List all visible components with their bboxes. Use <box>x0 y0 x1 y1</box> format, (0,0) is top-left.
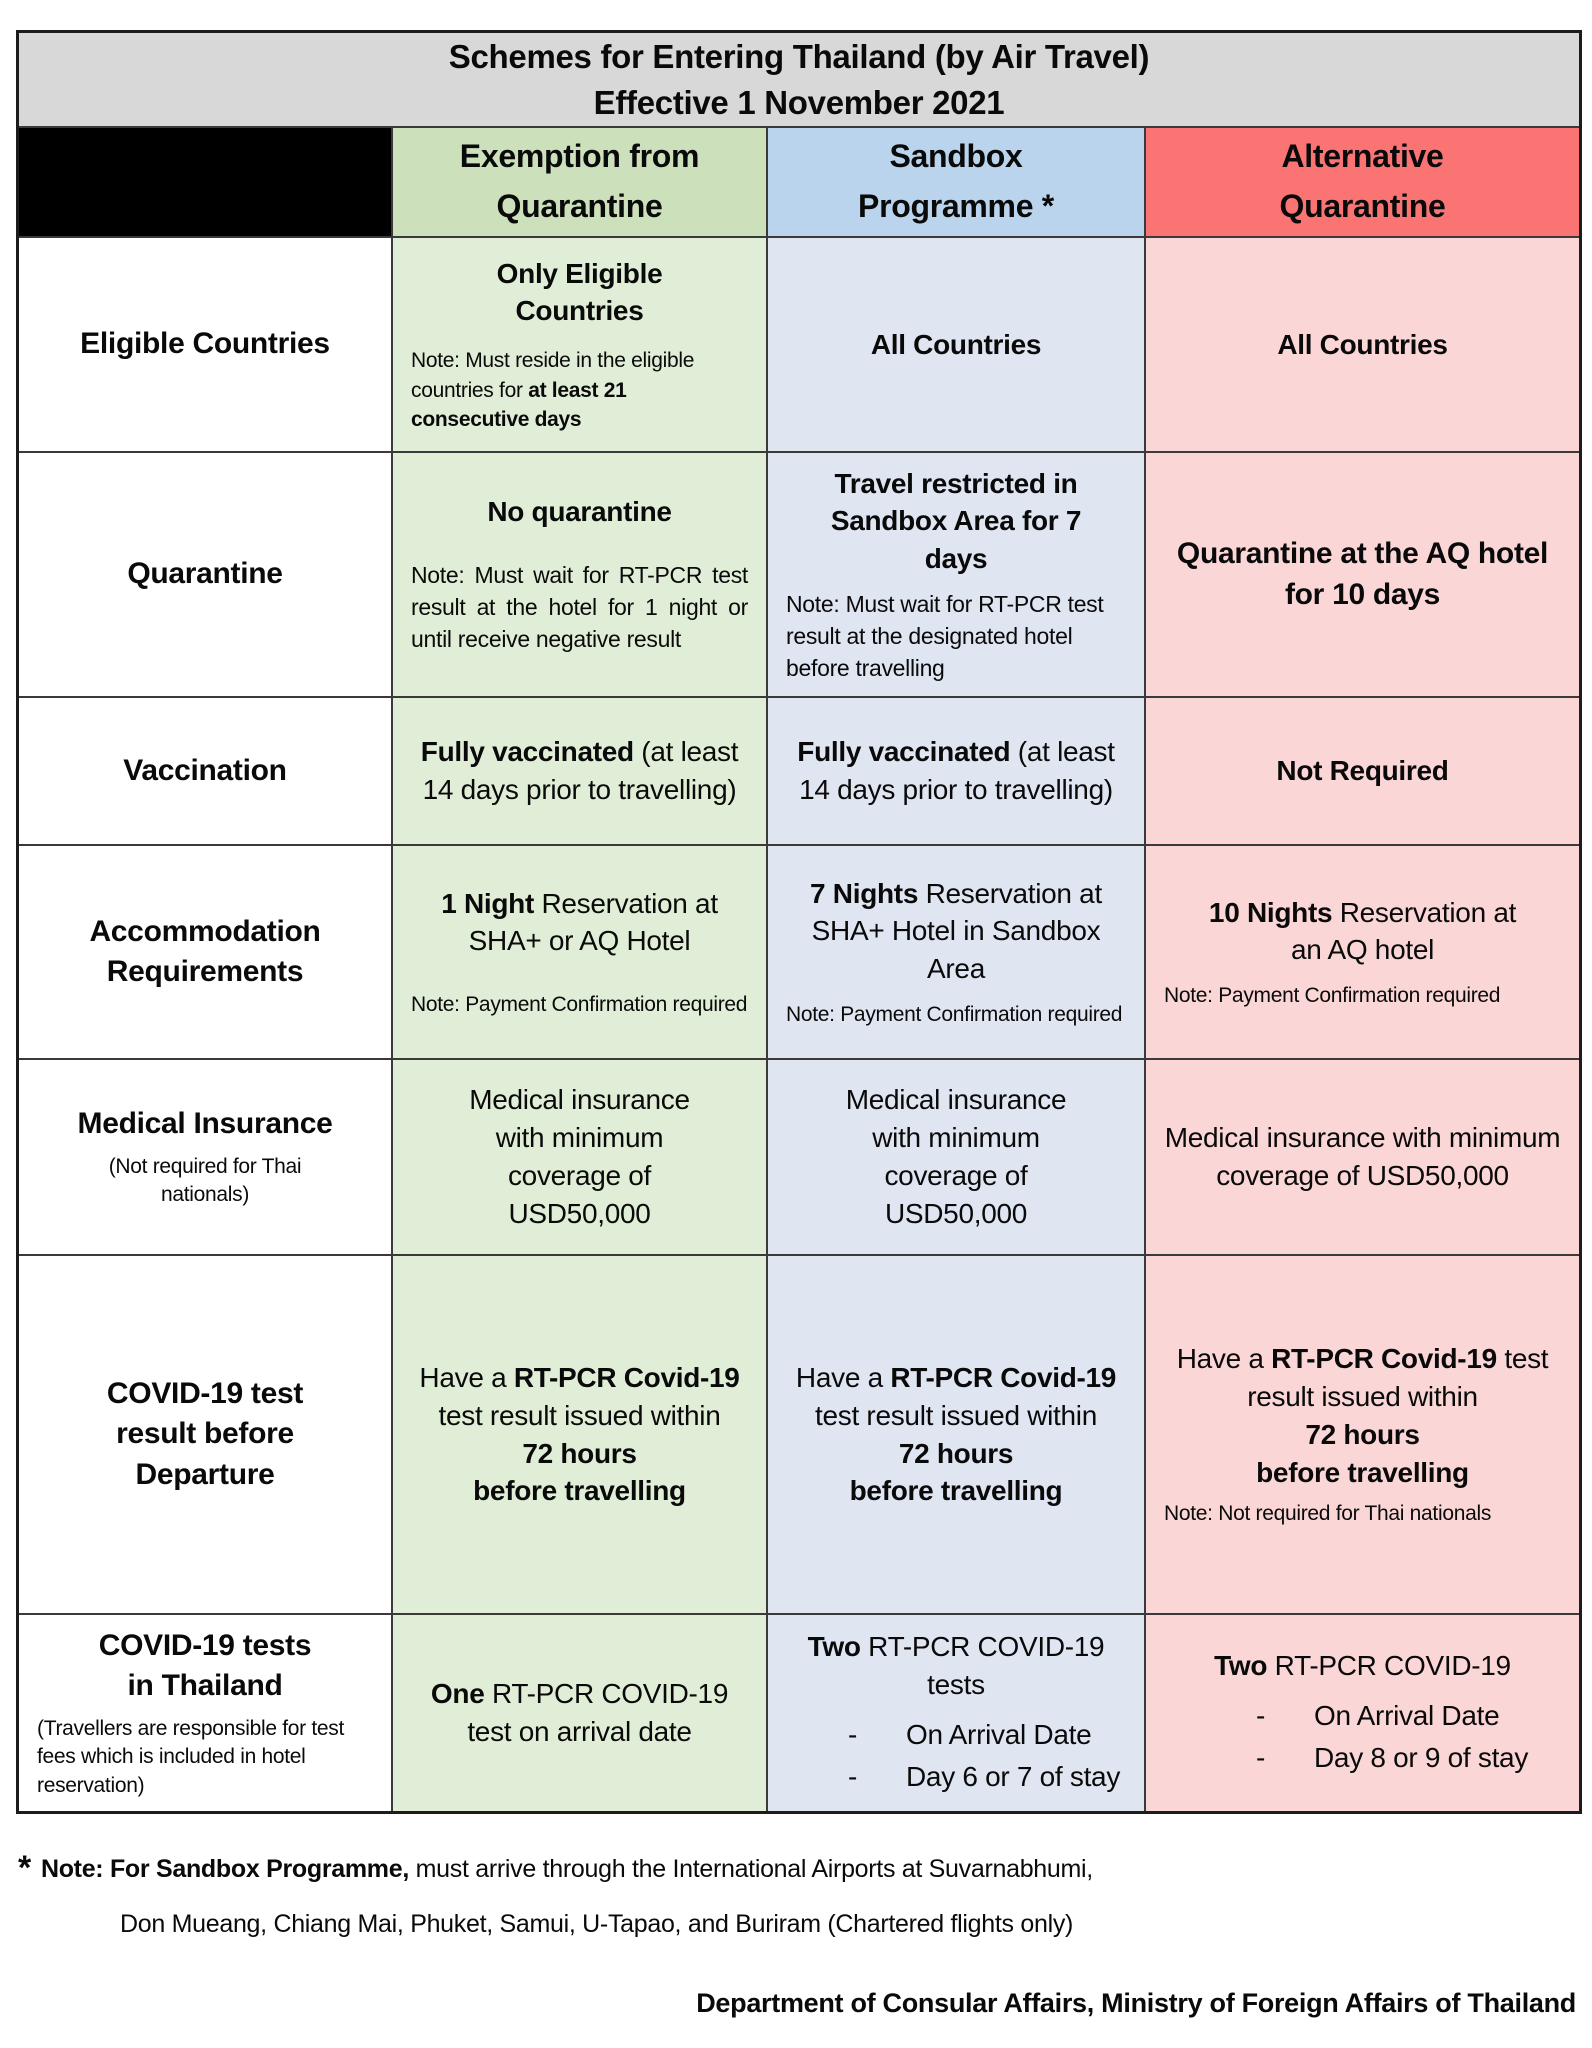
bullet-dash: - <box>1256 1699 1266 1731</box>
cell-main-text <box>786 733 1126 809</box>
main-bold-3: before travelling <box>1256 1456 1469 1488</box>
row-label-accommodation <box>19 846 393 1060</box>
cell-tests-sandbox <box>768 1615 1146 1811</box>
main-bold-1: RT-PCR Covid-19 <box>1271 1343 1497 1375</box>
cell-test-before-aq <box>1146 1256 1579 1615</box>
cell-vaccination-sandbox <box>768 698 1146 846</box>
cell-eligible-aq <box>1146 238 1579 453</box>
column-header-exemption-line1: Exemption from <box>459 138 700 175</box>
title-line-1: Schemes for Entering Thailand (by Air Travel) <box>448 37 1150 75</box>
asterisk-mark: * <box>18 1849 31 1887</box>
main-bold: 1 Night <box>441 887 534 919</box>
main-bold: One <box>430 1678 485 1710</box>
bullet-dash: - <box>1256 1741 1266 1773</box>
row-label-text: Vaccination <box>123 753 287 787</box>
row-label-text: COVID-19 tests in Thailand <box>98 1628 312 1703</box>
main-mid: test result issued within <box>1247 1343 1549 1412</box>
main-bold: Two <box>1214 1650 1268 1682</box>
cell-note: Note: Must wait for RT-PCR test result at the hotel for 1 night or until receive negative result <box>411 562 748 653</box>
column-header-aq-line2: Quarantine <box>1279 188 1446 224</box>
row-label-subtext: (Not required for Thai nationals) <box>108 1154 302 1207</box>
cell-vaccination-exemption <box>393 698 768 846</box>
cell-note: Note: Not required for Thai nationals <box>1164 1502 1492 1526</box>
cell-accommodation-aq <box>1146 846 1579 1060</box>
cell-note <box>411 346 748 434</box>
main-mid: test result issued within <box>815 1399 1097 1431</box>
cell-main-text <box>411 733 748 809</box>
main-bold-2: 72 hours <box>898 1437 1014 1469</box>
cell-vaccination-aq <box>1146 698 1579 846</box>
row-label-text: Quarantine <box>127 557 283 591</box>
main-bold: Two <box>807 1631 861 1663</box>
main-rest: Reservation at an AQ hotel <box>1290 896 1517 966</box>
cell-accommodation-sandbox <box>768 846 1146 1060</box>
column-header-sandbox <box>768 128 1146 238</box>
main-bold: 10 Nights <box>1208 896 1333 928</box>
bullet-text: Day 8 or 9 of stay <box>1314 1741 1529 1773</box>
cell-test-before-sandbox <box>768 1256 1146 1615</box>
row-label-text: COVID-19 test result before Departure <box>106 1376 304 1491</box>
cell-main-text: Not Required <box>1276 755 1449 787</box>
bullet-item <box>786 1756 1126 1798</box>
cell-note: Note: Payment Confirmation required <box>786 1003 1123 1026</box>
column-header-exemption-line2: Quarantine <box>496 188 663 224</box>
main-bold: Fully vaccinated <box>420 736 634 768</box>
bullet-list <box>1164 1695 1561 1779</box>
row-label-tests-in-thailand <box>19 1615 393 1811</box>
sandbox-footnote <box>18 1846 1418 1941</box>
cell-main-text <box>411 885 748 961</box>
note-bold: at least 21 consecutive days <box>411 378 627 431</box>
cell-note: Note: Payment Confirmation required <box>1164 984 1501 1008</box>
cell-main-text <box>786 1359 1126 1510</box>
bullet-dash: - <box>848 1760 858 1792</box>
main-rest: RT-PCR COVID-19 tests <box>860 1631 1105 1700</box>
bullet-dash: - <box>848 1718 858 1750</box>
cell-quarantine-sandbox <box>768 453 1146 698</box>
main-rest: Reservation at SHA+ or AQ Hotel <box>468 887 718 957</box>
bullet-list <box>786 1714 1126 1798</box>
cell-main-text <box>1208 894 1518 970</box>
table-title <box>19 33 1579 128</box>
main-rest: Reservation at SHA+ Hotel in Sandbox Area <box>811 877 1102 985</box>
column-header-sandbox-line2: Programme * <box>858 188 1054 224</box>
main-pre: Have a <box>1176 1343 1272 1375</box>
cell-main-text: All Countries <box>870 328 1042 360</box>
main-bold-1: RT-PCR Covid-19 <box>513 1361 740 1393</box>
main-bold: 7 Nights <box>810 877 919 909</box>
column-header-aq-line1: Alternative <box>1281 138 1444 175</box>
main-rest: RT-PCR COVID-19 test on arrival date <box>467 1678 729 1747</box>
main-bold-1: RT-PCR Covid-19 <box>890 1361 1117 1393</box>
column-header-exemption <box>393 128 768 238</box>
main-bold-2: 72 hours <box>522 1437 637 1469</box>
cell-test-before-exemption <box>393 1256 768 1615</box>
main-bold-3: before travelling <box>473 1475 686 1507</box>
row-label-medical-insurance <box>19 1060 393 1256</box>
main-bold-3: before travelling <box>849 1475 1063 1507</box>
cell-tests-exemption <box>393 1615 768 1811</box>
row-label-quarantine <box>19 453 393 698</box>
corner-cell <box>19 128 393 238</box>
row-label-vaccination <box>19 698 393 846</box>
cell-note: Note: Payment Confirmation required <box>411 993 748 1017</box>
cell-insurance-aq <box>1146 1060 1579 1256</box>
row-label-eligible-countries <box>19 238 393 453</box>
cell-insurance-sandbox <box>768 1060 1146 1256</box>
cell-main-text <box>411 1359 748 1510</box>
cell-eligible-sandbox <box>768 238 1146 453</box>
main-mid: test result issued within <box>438 1399 721 1431</box>
bullet-item <box>1164 1737 1561 1779</box>
row-label-text: Medical Insurance <box>77 1107 333 1141</box>
main-pre: Have a <box>419 1361 514 1393</box>
cell-main-text: Quarantine at the AQ hotel for 10 days <box>1176 537 1549 611</box>
row-label-test-before-departure <box>19 1256 393 1615</box>
row-label-text: Accommodation Requirements <box>89 914 321 988</box>
title-line-2: Effective 1 November 2021 <box>593 83 1005 121</box>
cell-main-text <box>411 1675 748 1751</box>
cell-main-text: All Countries <box>1277 328 1448 360</box>
cell-main-text <box>1214 1647 1511 1685</box>
main-bold: Fully vaccinated <box>797 736 1011 768</box>
department-attribution: Department of Consular Affairs, Ministry of Foreign Affairs of Thailand <box>696 1988 1576 2018</box>
main-rest: RT-PCR COVID-19 <box>1267 1650 1511 1682</box>
cell-tests-aq <box>1146 1615 1579 1811</box>
row-label-text: Eligible Countries <box>80 327 330 361</box>
cell-insurance-exemption <box>393 1060 768 1256</box>
row-label-subtext: (Travellers are responsible for test fees which is included in hotel reservation) <box>37 1716 345 1797</box>
column-header-sandbox-line1: Sandbox <box>889 138 1023 175</box>
main-bold-2: 72 hours <box>1305 1418 1420 1450</box>
cell-eligible-exemption <box>393 238 768 453</box>
cell-accommodation-exemption <box>393 846 768 1060</box>
footnote-line-2: Don Mueang, Chiang Mai, Phuket, Samui, U-Tapao, and Buriram (Chartered flights only) <box>120 1910 1074 1939</box>
cell-main-text: Medical insurance with minimum coverage of USD50,000 <box>469 1084 690 1229</box>
cell-main-text: Only Eligible Countries <box>496 257 663 327</box>
cell-main-text: Medical insurance with minimum coverage of USD50,000 <box>1164 1122 1561 1191</box>
footnote-rest: must arrive through the International Airports at Suvarnabhumi, <box>408 1855 1093 1883</box>
column-header-alternative-quarantine <box>1146 128 1579 238</box>
footnote-bold: Note: For Sandbox Programme, <box>40 1855 409 1883</box>
footnote-line-1 <box>18 1846 1418 1890</box>
main-rest: (at least 14 days prior to travelling) <box>422 736 739 805</box>
cell-main-text <box>786 875 1126 988</box>
cell-main-text <box>1164 1340 1561 1491</box>
note-normal: Note: Must reside in the eligible countries for <box>411 349 695 402</box>
main-rest: (at least 14 days prior to travelling) <box>799 736 1115 805</box>
bullet-item <box>786 1714 1126 1756</box>
bullet-text: On Arrival Date <box>1314 1699 1500 1731</box>
bullet-item <box>1164 1695 1561 1737</box>
cell-quarantine-aq <box>1146 453 1579 698</box>
cell-main-text: No quarantine <box>487 496 672 528</box>
cell-quarantine-exemption <box>393 453 768 698</box>
bullet-text: On Arrival Date <box>906 1718 1092 1750</box>
cell-main-text <box>786 1628 1126 1704</box>
cell-main-text: Travel restricted in Sandbox Area for 7 days <box>830 467 1082 575</box>
cell-main-text: Medical insurance with minimum coverage of USD50,000 <box>845 1084 1067 1229</box>
main-pre: Have a <box>795 1361 891 1393</box>
bullet-text: Day 6 or 7 of stay <box>906 1760 1121 1792</box>
cell-note: Note: Must wait for RT-PCR test result at the designated hotel before travelling <box>786 590 1104 682</box>
entry-schemes-table <box>16 30 1582 1814</box>
